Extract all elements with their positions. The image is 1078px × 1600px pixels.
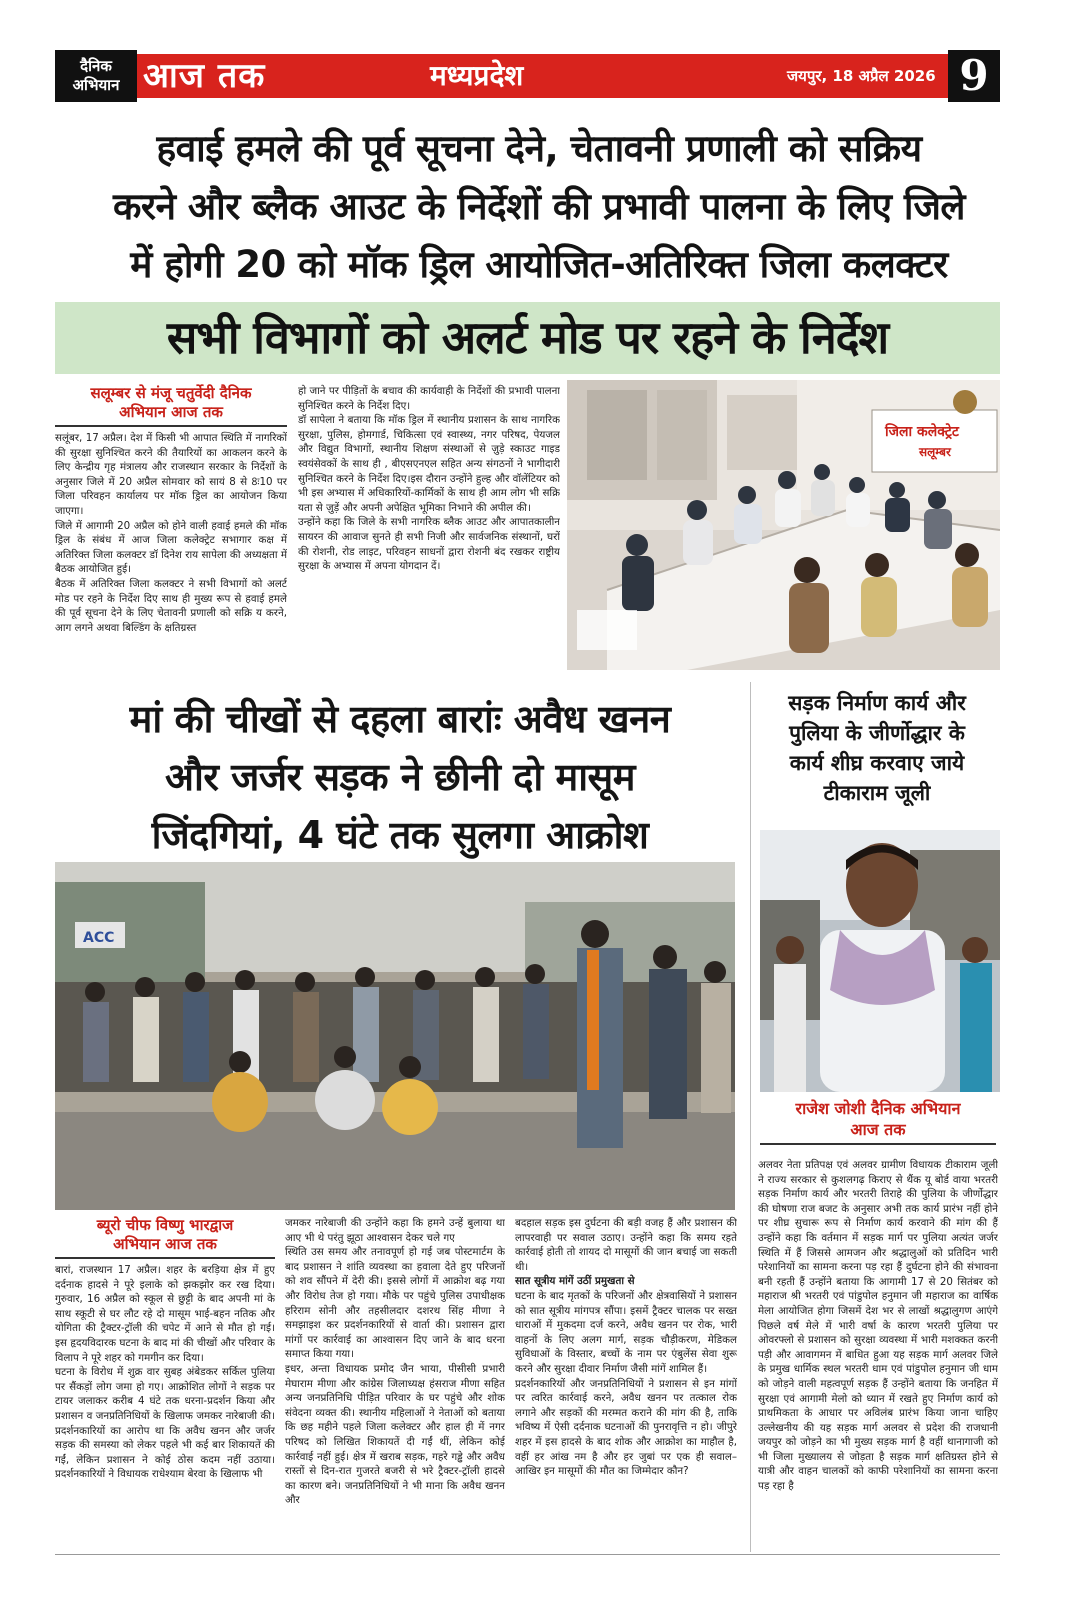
second-headline-line: और जर्जर सड़क ने छीनी दो मासूम [165,755,635,799]
portrait-photo-illustration [760,830,1000,1092]
paragraph: स्थिति उस समय और तनावपूर्ण हो गई जब पोस्टमार्टम के बाद प्रशासन ने शांति व्यवस्था का हवाला देते हुए परिजनों को शव सौंपने में देरी की। इससे लोगों में आक्रोश बढ़ गया और विरोध तेज हो गया। मौके पर पहुंचे पुलिस उपाधीक्षक हरिराम सोनी और तहसीलदार दशरथ सिंह मीणा ने समझाइश कर प्रदर्शनकारियों से वार्ता की। प्रशासन द्वारा मांगों पर कार्रवाई का आश्वासन दिए जाने के बाद धरना समाप्त किया गया। [285,1246,505,1361]
side-byline-line: आज तक [850,1120,906,1139]
lead-column-1 [55,384,287,669]
photo-sign-text: जिला कलेक्ट्रेट [885,424,959,440]
brand-line2: अभियान [72,76,120,94]
lead-headline-line: करने और ब्लैक आउट के निर्देशों की प्रभावी पालना के लिए जिले [112,185,966,228]
lead-headline-line: में होगी 20 को मॉक ड्रिल आयोजित-अतिरिक्त जिला कलक्टर [130,243,948,286]
paragraph: बदहाल सड़क इस दुर्घटना की बड़ी वजह हैं और प्रशासन की लापरवाही पर सवाल उठाए। उन्होंने कहा कि समय रहते कार्रवाई होती तो शायद दो मासूमों की जान बचाई जा सकती थी। [515,1217,737,1273]
subheading: सात सूत्रीय मांगें उठीं प्रमुखता से [515,1275,635,1288]
lead-headline [55,120,1023,294]
portrait-photo [760,830,1000,1092]
second-column-1 [55,1216,275,1551]
paragraph: उन्होंने कहा कि जिले के सभी नागरिक ब्लैक आउट और आपातकालीन सायरन की आवाज सुनते ही सभी निजी और सार्वजनिक संस्थानों, घरों की रोशनी, रोड लाइट, परिवहन साधनों द्वारा रोशनी बंद रखकर राष्ट्रीय सुरक्षा के अभ्यास में अपना योगदान दें। [298,516,560,573]
paragraph: घटना के बाद मृतकों के परिजनों और क्षेत्रवासियों ने प्रशासन को सात सूत्रीय मांगपत्र सौंपा। इसमें ट्रैक्टर चालक पर सख्त धाराओं में मुकदमा दर्ज करने, अवैध खनन पर रोक, भारी वाहनों के लिए अलग मार्ग, सड़क चौड़ीकरण, मेडिकल सुविधाओं के विस्तार, बच्चों के नाम पर एंबुलेंस सेवा शुरू करने और सुरक्षा दीवार निर्माण जैसी मांगें शामिल हैं। [515,1289,737,1375]
side-headline-line: सड़क निर्माण कार्य और [788,691,966,715]
side-byline [760,1098,996,1149]
paragraph: हो जाने पर पीड़ितों के बचाव की कार्यवाही के निर्देशों की प्रभावी पालना सुनिश्चित करने के निर्देश दिए। [298,385,560,412]
second-headline [55,690,745,864]
second-byline-line: ब्यूरो चीफ विष्णु भारद्वाज [96,1216,234,1234]
paragraph: बैठक में अतिरिक्त जिला कलक्टर ने सभी विभागों को अलर्ट मोड पर रहने के निर्देश दिए साथ ही मुख्य रूप से हवाई हमले की पूर्व सूचना देने के लिए चेतावनी प्रणाली को सक्रि य करने, आग लगने अथवा बिल्डिंग के क्षतिग्रस्त [55,577,287,634]
byline-rule [55,1257,275,1259]
footer-rule [55,1554,1000,1555]
paragraph: सलूंबर, 17 अप्रैल। देश में किसी भी आपात स्थिति में नागरिकों की सुरक्षा सुनिश्चित करने की तैयारियों का आकलन करने के लिए केन्द्रीय गृह मंत्रालय और राजस्थान सरकार के निर्देशों के अनुसार जिले में 20 अप्रैल सोमवार को सायं 8 से 8ः10 पर जिला परिवहन कार्यालय पर मॉक ड्रिल का आयोजन किया जाएगा। [55,432,287,517]
brand-line1: दैनिक [80,57,112,75]
meeting-photo-illustration [567,380,1000,670]
lead-subheadline: सभी विभागों को अलर्ट मोड पर रहने के निर्देश [55,302,1000,374]
paragraph: अलवर नेता प्रतिपक्ष एवं अलवर ग्रामीण विधायक टीकाराम जूली ने राज्य सरकार से कुशलगढ़ किराए से थैंक यू बोर्ड वाया भरतरी सड़क निर्माण कार्य और भरतरी तिराहे की पुलिया के जीर्णोद्धार की घोषणा राज बजट के अनुसार अभी तक कार्य प्रारंभ नहीं होने पर शीघ्र सुचारू रूप से निर्माण कार्य करवाने की मांग की हैं उन्होंने कहा कि वर्तमान में सड़क मार्ग पर पुलिया अत्यंत जर्जर स्थिति में हैं जिससे आमजन और श्रद्धालुओं को प्रतिदिन भारी परेशानियों का सामना करना पड़ रहा हैं दुर्घटना होने की संभावना बनी रहती हैं उन्होंने बताया कि आगामी 17 से 20 सितंबर को महाराज श्री भरतरी एवं पांडुपोल हनुमान जी महाराज का वार्षिक मेला आयोजित होगा जिसमें देश भर से लाखों श्रद्धालुगण आएंगे पिछले वर्ष मेले में भारी वर्षा के कारण भरतरी पुलिया पर ओवरफ्लो से प्रशासन को सुरक्षा व्यवस्था में भारी मशक्कत करनी पड़ी और आवागमन में बाधित हुआ यह सड़क मार्ग अलवर जिले के प्रमुख धार्मिक स्थल भरतरी धाम एवं पांडुपोल हनुमान जी धाम को जोड़ने वाली महत्वपूर्ण सड़क हैं उन्होंने बताया कि जनहित में सुरक्षा एवं आगामी मेलो को ध्यान में रखते हुए निर्माण कार्य को प्राथमिकता के आधार पर अविलंब प्रारंभ किया जाना चाहिए उल्लेखनीय की यह सड़क मार्ग अलवर से प्रदेश की राजधानी जयपुर को जोड़ने का भी मुख्य सड़क मार्ग है वहीं थानागाजी को भी जिला मुख्यालय से जोड़ता है सड़क मार्ग क्षतिग्रस्त होने से यात्री और वाहन चालकों को काफी परेशानियों का सामना करना पड़ रहा है [758,1159,998,1493]
lead-byline-line: सलूम्बर से मंजू चतुर्वेदी दैनिक [90,384,252,402]
lead-byline [55,384,287,422]
second-column-2 [285,1216,505,1551]
lead-column-2 [298,384,560,669]
paragraph: इधर, अन्ता विधायक प्रमोद जैन भाया, पीसीसी प्रभारी मेघाराम मीणा और कांग्रेस जिलाध्यक्ष हंसराज मीणा सहित अन्य जनप्रतिनिधि पीड़ित परिवार के घर पहुंचे और शोक संवेदना व्यक्त की। स्थानीय महिलाओं ने नेताओं को बताया कि छह महीने पहले जिला कलेक्टर और हाल ही में नगर परिषद को लिखित शिकायतें दी गईं थीं, लेकिन कोई कार्रवाई नहीं हुई। क्षेत्र में खराब सड़क, गहरे गड्ढे और अवैध रास्तों से दिन-रात गुजरते बजरी से भरे ट्रैक्टर-ट्रॉली हादसे का कारण बने। जनप्रतिनिधियों ने भी माना कि अवैध खनन और [285,1362,505,1507]
side-byline-line: राजेश जोशी दैनिक अभियान [795,1099,961,1118]
second-headline-line: जिंदगियां, 4 घंटे तक सुलगा आक्रोश [151,813,649,857]
section-name: मध्यप्रदेश [430,59,524,92]
second-column-3 [515,1216,737,1551]
second-byline-line: अभियान आज तक [113,1235,217,1253]
second-headline-line: मां की चीखों से दहला बारांः अवैध खनन [129,697,671,741]
paragraph: जिले में आगामी 20 अप्रैल को होने वाली हवाई हमले की मॉक ड्रिल के संबंध में आज जिला कलेक्ट्रेट सभागार कक्ष में अतिरिक्त जिला कलक्टर डॉ दिनेश राय सापेला की अध्यक्षता में बैठक आयोजित हुई। [55,519,287,576]
photo-sign-text: ACC [83,930,115,946]
paragraph: डॉ सापेला ने बताया कि मॉक ड्रिल में स्थानीय प्रशासन के साथ नागरिक सुरक्षा, पुलिस, होमगार्ड, चिकित्सा एवं स्वास्थ्य, नगर परिषद, पेयजल और विद्युत विभागों, स्थानीय शिक्षण संस्थाओं से जु़ड़े स्काउट गाइड स्वयंसेवकों के साथ ही , बीएसएनएल सहित अन्य संगठनों ने भागीदारी सुनिश्चित करने के निर्देश दिए।इस दौरान उन्होंने हुल्ह और वॉलेंटियर को भी इस अभ्यास में अधिकारियों-कार्मिकों के साथ ही आम लोग भी सक्रि यता से जु़ड़ें और अपनी अपेक्षित भूमिका निभाने की अपील की। [298,414,560,514]
page-number: 9 [948,50,1000,102]
masthead [55,50,1023,102]
protest-photo-illustration [55,862,735,1210]
paragraph: जमकर नारेबाजी की उन्होंने कहा कि हमने उन्हें बुलाया था आए भी थे परंतु झूठा आश्वासन देकर चले गए [285,1217,505,1244]
paragraph: प्रदर्शनकारियों और जनप्रतिनिधियों ने प्रशासन से इन मांगों पर त्वरित कार्रवाई करने, अवैध खनन पर तत्काल रोक लगाने और सड़कों की मरम्मत कराने की मांग की है, ताकि भविष्य में ऐसी दर्दनाक घटनाओं की पुनरावृत्ति न हो। जीपुरे शहर में इस हादसे के बाद शोक और आक्रोश का माहौल है, वहीं हर आंख नम है और हर जुबां पर एक ही सवाल– आखिर इन मासूमों की मौत का जिम्मेदार कौन? [515,1377,737,1478]
edition-date: जयपुर, 18 अप्रैल 2026 [787,67,936,85]
paragraph: बारां, राजस्थान 17 अप्रैल। शहर के बरड़िया क्षेत्र में हुए दर्दनाक हादसे ने पूरे इलाके को झकझोर कर रख दिया। गुरुवार, 16 अप्रैल को स्कूल से छुट्टी के बाद अपनी मां के साथ स्कूटी से घर लौट रहे दो मासूम भाई-बहन नतिक और योगिता की ट्रैक्टर-ट्रॉली की चपेट में आने से मौत हो गई। इस हृदयविदारक घटना के बाद मां की चीखों और परिवार के विलाप ने पूरे शहर को गमगीन कर दिया। [55,1264,275,1364]
side-headline [752,688,1002,808]
lead-headline-line: हवाई हमले की पूर्व सूचना देने, चेतावनी प्रणाली को सक्रिय [156,127,922,170]
photo-sign-text: सलूम्बर [919,445,951,459]
side-column [758,1158,998,1548]
paragraph: घटना के विरोध में शुक्र वार सुबह अंबेडकर सर्किल पुलिया पर सैंकड़ों लोग जमा हो गए। आक्रोशित लोगों ने सड़क पर टायर जलाकर करीब 4 घंटे तक धरना-प्रदर्शन किया और प्रशासन व जनप्रतिनिधियों के खिलाफ जमकर नारेबाजी की। प्रदर्शनकारियों का आरोप था कि अवैध खनन और जर्जर सड़क की समस्या को लेकर पहले भी कई बार शिकायतें की गईं, लेकिन प्रशासन ने कोई ठोस कदम नहीं उठाया। प्रदर्शनकारियों ने विधायक राधेश्याम बेरवा के खिलाफ भी [55,1366,275,1481]
second-byline [55,1216,275,1254]
lead-byline-line: अभियान आज तक [119,403,223,421]
brand-logo-block [55,50,137,102]
protest-photo [55,862,735,1210]
side-headline-line: पुलिया के जीर्णोद्धार के [789,721,965,745]
brand-name: आज तक [143,56,266,96]
meeting-photo [567,380,1000,670]
byline-rule [55,425,287,427]
side-headline-line: टीकाराम जूली [823,781,931,805]
byline-rule [760,1143,996,1145]
side-headline-line: कार्य शीघ्र करवाए जाये [789,751,965,775]
